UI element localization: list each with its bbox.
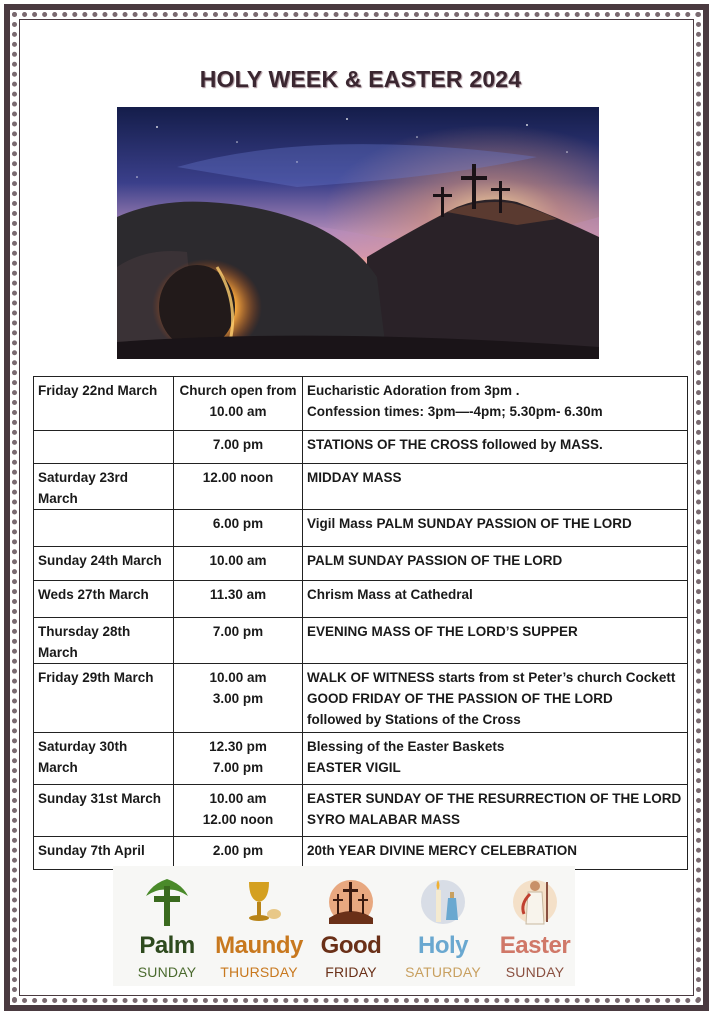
schedule-time-line: 10.00 am [209, 791, 267, 806]
schedule-row [34, 431, 688, 464]
schedule-row [34, 510, 688, 547]
schedule-row [34, 618, 688, 664]
schedule-time-line: 12.30 pm [209, 739, 267, 754]
schedule-event-line: Chrism Mass at Cathedral [307, 587, 473, 602]
schedule-row [34, 377, 688, 431]
schedule-event-line: Eucharistic Adoration from 3pm . [307, 383, 520, 398]
schedule-row [34, 733, 688, 785]
risen-christ-icon [510, 874, 560, 929]
schedule-time [174, 431, 303, 464]
schedule-event [303, 837, 688, 870]
schedule-event-line: Vigil Mass PALM SUNDAY PASSION OF THE LORD [307, 516, 632, 531]
schedule-day: Sunday 7th April [34, 837, 174, 870]
banner-item-maundy [213, 866, 305, 986]
schedule-time [174, 664, 303, 733]
schedule-time [174, 547, 303, 581]
schedule-event-line: Blessing of the Easter Baskets [307, 739, 505, 754]
banner-word: Good [320, 932, 382, 959]
schedule-event [303, 733, 688, 785]
schedule-event [303, 581, 688, 618]
banner-word: Maundy [215, 932, 303, 959]
schedule-time-line: 3.00 pm [212, 691, 264, 706]
banner-word: Easter [499, 932, 571, 959]
schedule-time-line: 7.00 pm [212, 760, 264, 775]
schedule-event-line: PALM SUNDAY PASSION OF THE LORD [307, 553, 563, 568]
schedule-event [303, 618, 688, 664]
schedule-time-line: 12.00 noon [202, 470, 274, 485]
schedule-row [34, 837, 688, 870]
schedule-row [34, 464, 688, 510]
schedule-time-line: 7.00 pm [212, 624, 264, 639]
page-title: HOLY WEEK & EASTER 2024 [199, 66, 522, 92]
banner-sub: FRIDAY [325, 964, 377, 980]
schedule-event-line: SYRO MALABAR MASS [307, 812, 461, 827]
banner-item-holy [397, 866, 489, 986]
schedule-day: Weds 27th March [34, 581, 174, 618]
banner-word: Holy [417, 932, 468, 959]
schedule-time [174, 510, 303, 547]
schedule-time [174, 377, 303, 431]
schedule-event [303, 431, 688, 464]
schedule-table [33, 376, 688, 870]
schedule-day [34, 431, 174, 464]
schedule-event [303, 547, 688, 581]
schedule-time-line: 10.00 am [209, 404, 267, 419]
schedule-row [34, 664, 688, 733]
schedule-event-line: WALK OF WITNESS starts from st Peter’s church Cockett [307, 670, 676, 685]
schedule-day: Saturday 23rd March [34, 464, 174, 510]
banner-item-palm [121, 866, 213, 986]
schedule-time-line: 10.00 am [209, 670, 267, 685]
palm-cross-icon [142, 874, 192, 929]
schedule-time [174, 581, 303, 618]
schedule-time [174, 464, 303, 510]
schedule-time-line: 2.00 pm [212, 843, 264, 858]
schedule-event-line: EASTER VIGIL [307, 760, 401, 775]
empty-tomb-calvary-image [117, 107, 599, 359]
banner-word: Palm [139, 932, 195, 959]
schedule-event-line: Confession times: 3pm—-4pm; 5.30pm- 6.30m [307, 404, 603, 419]
schedule-event [303, 377, 688, 431]
schedule-event [303, 785, 688, 837]
schedule-event [303, 510, 688, 547]
schedule-day: Thursday 28th March [34, 618, 174, 664]
schedule-time [174, 785, 303, 837]
schedule-event [303, 664, 688, 733]
schedule-event-line: GOOD FRIDAY OF THE PASSION OF THE LORD [307, 691, 613, 706]
schedule-time-line: 10.00 am [209, 553, 267, 568]
schedule-day: Sunday 24th March [34, 547, 174, 581]
schedule-time-line: 12.00 noon [202, 812, 274, 827]
schedule-event [303, 464, 688, 510]
schedule-time [174, 733, 303, 785]
schedule-event-line: followed by Stations of the Cross [307, 712, 521, 727]
schedule-day: Sunday 31st March [34, 785, 174, 837]
schedule-day: Friday 29th March [34, 664, 174, 733]
schedule-event-line: 20th YEAR DIVINE MERCY CELEBRATION [307, 843, 578, 858]
banner-item-good [305, 866, 397, 986]
banner-sub: SUNDAY [505, 964, 565, 980]
schedule-day: Saturday 30th March [34, 733, 174, 785]
three-crosses-icon [326, 874, 376, 929]
schedule-day [34, 510, 174, 547]
schedule-event-line: MIDDAY MASS [307, 470, 402, 485]
schedule-row [34, 547, 688, 581]
holy-week-banner [113, 866, 575, 986]
banner-sub: SUNDAY [137, 964, 197, 980]
schedule-time [174, 837, 303, 870]
schedule-row [34, 785, 688, 837]
candle-icon [418, 874, 468, 929]
schedule-event-line: EVENING MASS OF THE LORD’S SUPPER [307, 624, 578, 639]
schedule-time-line: Church open from [179, 383, 297, 398]
banner-sub: THURSDAY [220, 964, 298, 980]
schedule-time-line: 6.00 pm [212, 516, 264, 531]
schedule-row [34, 581, 688, 618]
schedule-event-line: STATIONS OF THE CROSS followed by MASS. [307, 437, 603, 452]
schedule-time-line: 7.00 pm [212, 437, 264, 452]
schedule-day: Friday 22nd March [34, 377, 174, 431]
hero-image [117, 107, 599, 359]
banner-sub: SATURDAY [405, 964, 481, 980]
chalice-icon [234, 874, 284, 929]
schedule-time [174, 618, 303, 664]
schedule-event-line: EASTER SUNDAY OF THE RESURRECTION OF THE LORD [307, 791, 682, 806]
schedule-time-line: 11.30 am [209, 587, 267, 602]
banner-item-easter [489, 866, 581, 986]
